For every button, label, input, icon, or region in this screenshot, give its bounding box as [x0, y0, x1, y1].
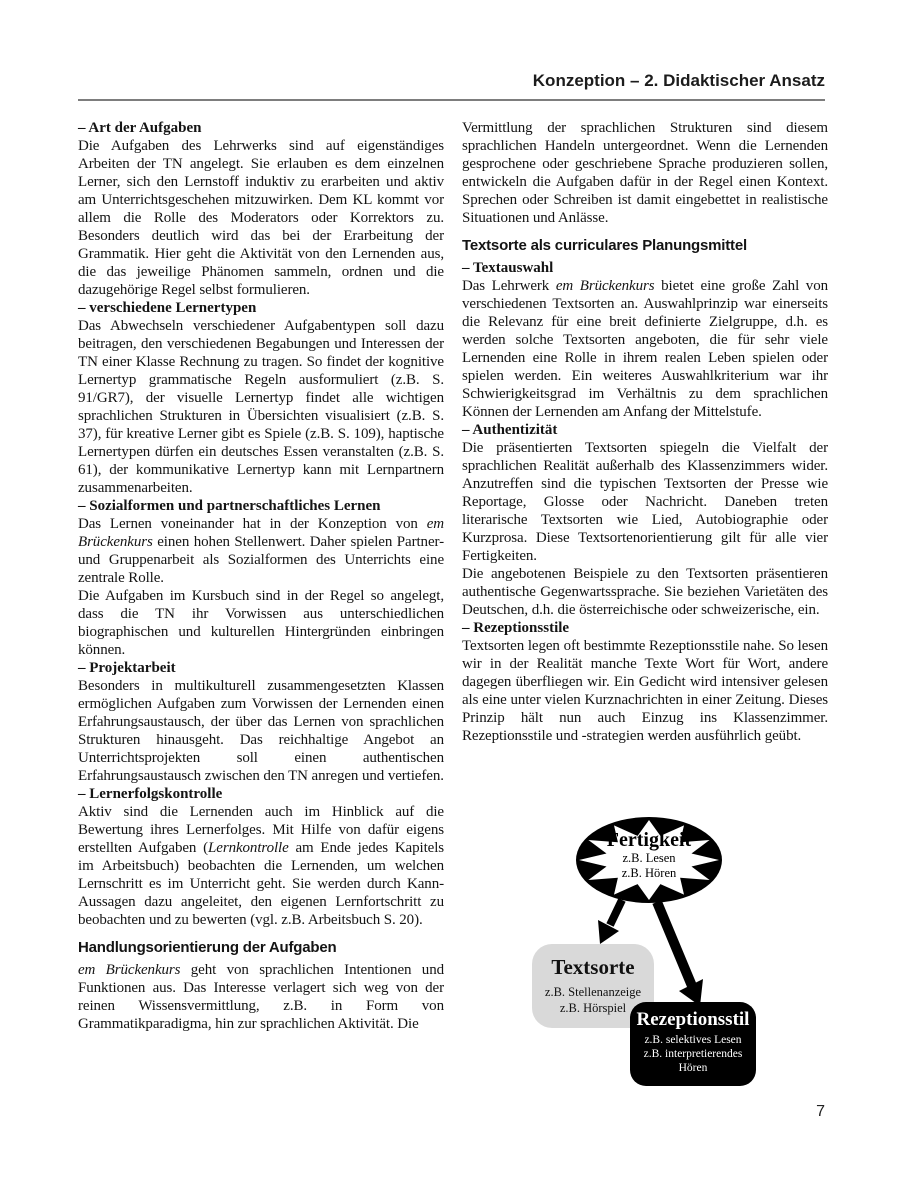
- fertigkeit-title: Fertigkeit: [606, 829, 692, 851]
- section-heading: – Art der Aufgaben: [78, 120, 202, 136]
- paragraph: Vermittlung der sprachlichen Strukturen sind diesem sprachlichen Handeln untergeordnet. Wenn die Lernenden gesprochene oder geschriebene Sprache produzieren sollen, entwickeln die Aufgaben dafür in der Regel einen Kontext. Sprechen oder Schreiben ist damit eingebettet in realistische Situationen und Anlässe.: [462, 120, 828, 226]
- section-heading: – Rezeptionsstile: [462, 620, 570, 636]
- paragraph: Die angebotenen Beispiele zu den Textsorten präsentieren authentische Gegenwartssprache. Sie beziehen Varietäten des Deutschen, d.h. die österreichische oder schweizerische, ein.: [462, 566, 828, 618]
- right-column: [462, 119, 828, 745]
- page-header: Konzeption – 2. Didaktischer Ansatz: [532, 71, 825, 90]
- fertigkeit-example-1: z.B. Lesen: [622, 851, 676, 865]
- textsorte-example-1: z.B. Stellenanzeige: [544, 985, 642, 999]
- rezeptionsstil-example-2: z.B. interpretierendes: [643, 1048, 743, 1060]
- rezeptionsstil-example-1: z.B. selektives Lesen: [644, 1034, 742, 1046]
- left-column: [78, 119, 444, 1033]
- paragraph: Das Lernen voneinander hat in der Konzeption von em Brückenkurs einen hohen Stellenwert. Daher spielen Partner- und Gruppenarbeit als Sozialformen des Unterrichts eine zentrale Rolle.: [78, 516, 444, 586]
- paragraph: Aktiv sind die Lernenden auch im Hinblick auf die Bewertung ihres Lernerfolges. Mit Hilfe von dafür eigens erstellten Aufgaben (Lernkontrolle am Ende jedes Kapitels im Arbeitsbuch) beobachten die Lernenden, um welchen Lernschritt es im Unterricht geht. Sie werden durch Kann-Aussagen dazu angeleitet, den eigenen Lernfortschritt zu beobachten und zu bewerten (vgl. z.B. Arbeitsbuch S. 20).: [78, 804, 445, 928]
- textsorte-diagram: [530, 816, 870, 1098]
- header-divider: [78, 99, 825, 101]
- arrow-to-rezeptionsstil: [657, 902, 692, 986]
- page-number: 7: [816, 1103, 825, 1120]
- rezeptionsstil-example-3: Hören: [678, 1062, 708, 1074]
- paragraph: Das Lehrwerk em Brückenkurs bietet eine große Zahl von verschiedenen Textsorten an. Auswahlprinzip war einerseits die Relevanz für eine breit definierte Zielgruppe, d.h. es werden solche Textsorten angeboten, die für sehr viele Lernenden eine Rolle in ihrem realen Leben spielen oder spielen werden. Ein weiteres Auswahlkriterium war ihr Schwierigkeitsgrad im Verhältnis zu dem sprachlichen Können der Lernenden am Anfang der Mittelstufe.: [462, 278, 828, 420]
- textsorte-example-2: z.B. Hörspiel: [559, 1001, 627, 1015]
- textsorte-title: Textsorte: [551, 955, 635, 979]
- fertigkeit-label-group: [575, 829, 723, 881]
- paragraph: Besonders in multikulturell zusammengesetzten Klassen ermöglichen Aufgaben zum Vorwissen der Lernenden einen Erfahrungsaustausch, der über das Lernen von sprachlichen Strukturen hinausgeht. Das reichhaltige Angebot an Unterrichtsprojekten soll einen authentischen Erfahrungsaustausch zwischen den TN anregen und vertiefen.: [78, 678, 444, 784]
- section-heading: Textsorte als curriculares Planungsmittel: [462, 237, 747, 254]
- section-heading: Handlungsorientierung der Aufgaben: [78, 939, 337, 956]
- paragraph: Textsorten legen oft bestimmte Rezeptionsstile nahe. So lesen wir in der Realität manche Texte Wort für Wort, andere dagegen überfliegen wir. Ein Gedicht wird intensiver gelesen als eine unter vielen Kurznachrichten in einer Zeitung. Dieses Prinzip hält nun auch Einzug ins Klassenzimmer. Rezeptionsstile und -strategien werden ausführlich geübt.: [462, 638, 828, 744]
- section-heading: – Sozialformen und partnerschaftliches Lernen: [78, 498, 381, 514]
- diagram-node-fertigkeit: [575, 816, 723, 904]
- section-heading: – Lernerfolgskontrolle: [78, 786, 223, 802]
- rezeptionsstil-title: Rezeptionsstil: [636, 1009, 750, 1030]
- section-heading: – Projektarbeit: [78, 660, 176, 676]
- paragraph: Die Aufgaben des Lehrwerks sind auf eigenständiges Arbeiten der TN angelegt. Sie erlauben es dem einzelnen Lerner, sich den Lernstoff induktiv zu erarbeiten und aktiv am Unterrichtsgeschehen mitzuwirken. Dem KL kommt vor allem die Rolle des Moderators oder Korrektors zu. Besonders deutlich wird das bei der Erarbeitung der Grammatik. Hier geht die Aktivität von den Lernenden aus, die das jeweilige Phänomen sammeln, ordnen und die dazugehörige Regel selbst formulieren.: [78, 138, 444, 298]
- fertigkeit-example-2: z.B. Hören: [621, 866, 677, 880]
- paragraph: Die Aufgaben im Kursbuch sind in der Regel so angelegt, dass die TN ihr Vorwissen aus unterschiedlichen biographischen und kulturellen Hintergründen einbringen können.: [78, 588, 444, 658]
- section-heading: – Textauswahl: [462, 260, 554, 276]
- section-heading: – Authentizität: [462, 422, 558, 438]
- section-heading: – verschiedene Lernertypen: [78, 300, 257, 316]
- paragraph: em Brückenkurs geht von sprachlichen Intentionen und Funktionen aus. Das Interesse verlagert sich weg von der reinen Wissensvermittlung, z.B. in Form von Grammatikparadigma, hin zur sprachlichen Aktivität. Die: [78, 962, 444, 1032]
- paragraph: Die präsentierten Textsorten spiegeln die Vielfalt der sprachlichen Realität außerhalb des Klassenzimmers wider. Anzutreffen sind die typischen Textsorten der Presse wie Reportage, Glosse oder Nachricht. Daneben treten literarische Textsorten wie Lied, Autobiographie oder Kurzprosa. Diese Textsortenorientierung gilt für alle vier Fertigkeiten.: [462, 440, 828, 564]
- diagram-node-rezeptionsstil: [630, 1002, 756, 1086]
- paragraph: Das Abwechseln verschiedener Aufgabentypen soll dazu beitragen, den verschiedenen Begabungen und Interessen der TN einer Klasse Rechnung zu tragen. So findet der kognitive Lernertyp grammatische Regeln ausformuliert (z.B. S. 91/GR7), der visuelle Lernertyp findet alle wichtigen sprachlichen Strukturen in Übersichten visualisiert (z.B. S. 37), für kreative Lerner gibt es Spiele (z.B. S. 109), haptische Lernertypen dürfen ein deutsches Essen veranstalten (z.B. S. 61), der kommunikative Lernertyp kann mit Lernpartnern zusammenarbeiten.: [78, 318, 444, 496]
